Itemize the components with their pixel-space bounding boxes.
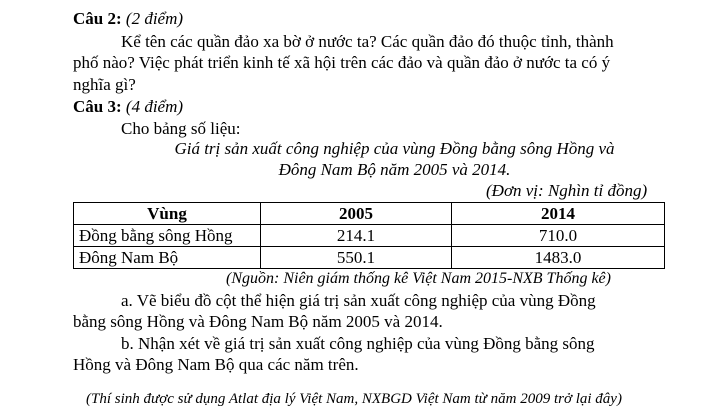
cell-region: Đồng bằng sông Hồng [74, 225, 261, 247]
question-2-line-3: nghĩa gì? [73, 75, 136, 94]
question-2-heading [73, 8, 183, 29]
part-a-line-1: a. Vẽ biểu đồ cột thể hiện giá trị sản xuất công nghiệp của vùng Đồng [121, 291, 596, 310]
cell-2014: 1483.0 [452, 247, 665, 269]
cell-region: Đông Nam Bộ [74, 247, 261, 269]
header-2005: 2005 [261, 203, 452, 225]
footer-note: (Thí sinh được sử dụng Atlat địa lý Việt Nam, NXBGD Việt Nam từ năm 2009 trở lại đây) [86, 391, 622, 407]
part-b-line-2: Hồng và Đông Nam Bộ qua các năm trên. [73, 355, 359, 374]
data-table [73, 202, 665, 269]
header-region: Vùng [74, 203, 261, 225]
cell-2005: 214.1 [261, 225, 452, 247]
question-3-points: (4 điểm) [125, 97, 184, 116]
question-2-line-1: Kể tên các quần đảo xa bờ ở nước ta? Các quần đảo đó thuộc tỉnh, thành [121, 32, 614, 51]
part-a-line-2: bằng sông Hồng và Đông Nam Bộ năm 2005 và 2014. [73, 312, 443, 331]
question-3-label: Câu 3: [73, 97, 122, 116]
question-2-line-2: phố nào? Việc phát triển kinh tế xã hội trên các đảo và quần đảo ở nước ta có ý [73, 53, 611, 72]
question-3-intro: Cho bảng số liệu: [121, 119, 241, 138]
cell-2005: 550.1 [261, 247, 452, 269]
question-3-heading [73, 96, 183, 117]
table-title-line-1: Giá trị sản xuất công nghiệp của vùng Đồng bằng sông Hồng và [174, 139, 615, 158]
table-row [74, 247, 665, 269]
cell-2014: 710.0 [452, 225, 665, 247]
question-2-points: (2 điểm) [125, 9, 184, 28]
question-2-label: Câu 2: [73, 9, 122, 28]
part-b-line-1: b. Nhận xét về giá trị sản xuất công nghiệp của vùng Đồng bằng sông [121, 334, 595, 353]
table-source: (Nguồn: Niên giám thống kê Việt Nam 2015-NXB Thống kê) [226, 270, 611, 287]
table-row [74, 225, 665, 247]
table-title-line-2: Đông Nam Bộ năm 2005 và 2014. [278, 160, 511, 179]
table-header-row [74, 203, 665, 225]
header-2014: 2014 [452, 203, 665, 225]
table-unit: (Đơn vị: Nghìn tỉ đồng) [486, 181, 648, 200]
